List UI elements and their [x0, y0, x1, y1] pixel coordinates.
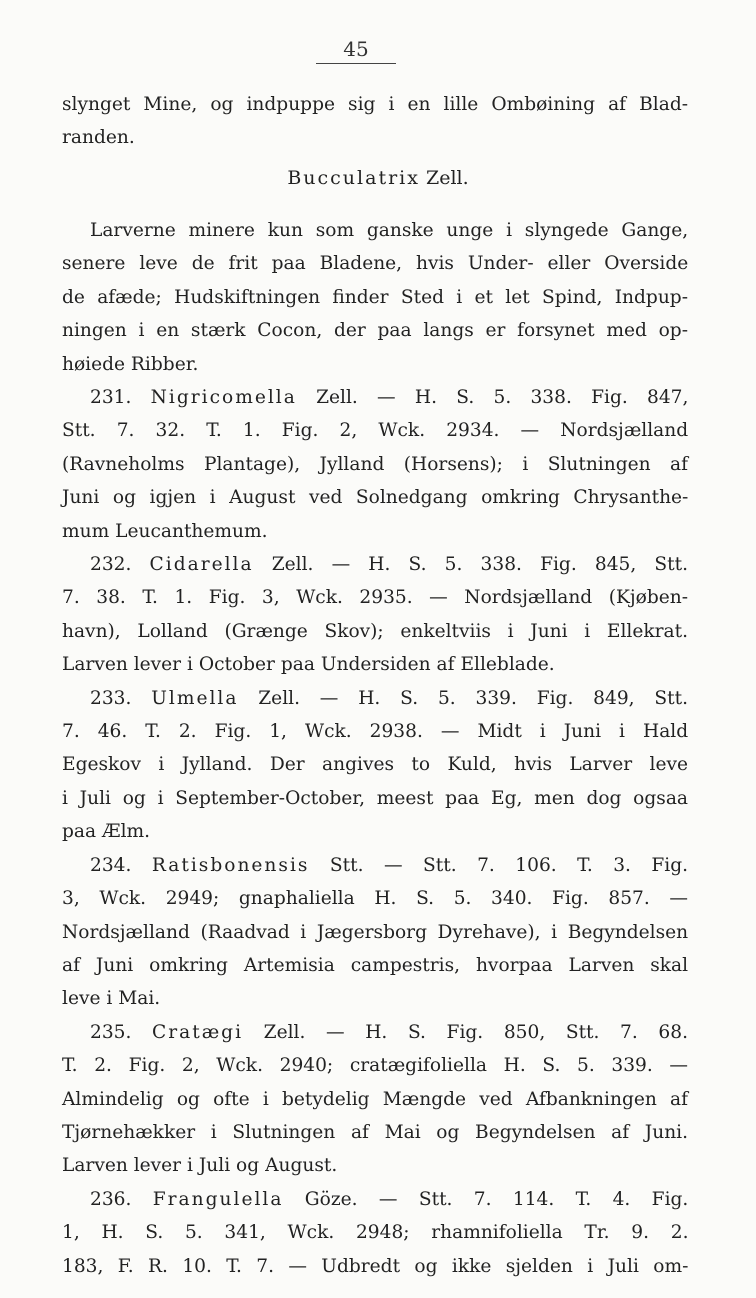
text-line: Stt. 7. 32. T. 1. Fig. 2, Wck. 2934. — Nordsjælland	[62, 420, 689, 442]
entry-text: Zell. — H. S. 5. 338. Fig. 845, Stt.	[253, 554, 688, 576]
entry-text: Göze. — Stt. 7. 114. T. 4. Fig.	[283, 1188, 689, 1210]
text-line: leve i Mai.	[62, 988, 161, 1010]
entry-number: 233.	[90, 687, 132, 709]
text-line: Larven lever i Juli og August.	[62, 1155, 338, 1177]
text-line: paa Ælm.	[62, 821, 151, 843]
entry-text: Stt. — Stt. 7. 106. T. 3. Fig.	[309, 854, 689, 876]
species-entry-232	[62, 548, 688, 682]
text-line: Larverne minere kun som ganske unge i slyngede Gange,	[90, 220, 689, 241]
entry-text: Zell. — H. S. 5. 338. Fig. 847,	[296, 387, 689, 408]
entry-number: 232.	[90, 554, 132, 576]
species-entry-236	[62, 1183, 688, 1283]
page-number: 45	[316, 37, 396, 64]
text-line: 3, Wck. 2949; gnaphaliella H. S. 5. 340. Fig. 857. —	[62, 888, 688, 910]
text-line: havn), Lolland (Grænge Skov); enkeltviis i Juni i Ellekrat.	[62, 620, 688, 642]
entry-number: 231.	[90, 387, 132, 408]
entry-first-line	[62, 548, 688, 581]
intro-paragraph	[62, 88, 688, 155]
entry-first-line	[62, 1016, 688, 1049]
text-line: høiede Ribber.	[62, 353, 199, 375]
entry-first-line	[62, 682, 688, 715]
species-name: Frangulella	[152, 1188, 284, 1210]
text-line: Almindelig og ofte i betydelig Mængde ved Afbankningen af	[62, 1088, 688, 1110]
entry-first-line	[62, 381, 688, 414]
text-line: Juni og igjen i August ved Solnedgang omkring Chrysanthe-	[62, 487, 689, 509]
text-line: T. 2. Fig. 2, Wck. 2940; cratægifoliella H. S. 5. 339. —	[62, 1055, 689, 1077]
species-entry-235	[62, 1016, 688, 1183]
text-line: i Juli og i September-October, meest paa Eg, men dog ogsaa	[62, 787, 688, 809]
species-name: Nigricomella	[150, 387, 297, 408]
entry-first-line	[62, 849, 688, 882]
text-line: de afæde; Hudskiftningen finder Sted i et let Spind, Indpup-	[62, 286, 688, 308]
genus-author: Zell.	[426, 167, 469, 189]
species-name: Cidarella	[149, 554, 254, 576]
text-line: senere leve de frit paa Bladene, hvis Under- eller Overside	[62, 253, 689, 275]
text-line: Tjørnehækker i Slutningen af Mai og Begyndelsen af Juni.	[62, 1121, 689, 1143]
text-line: af Juni omkring Artemisia campestris, hvorpaa Larven skal	[62, 954, 689, 976]
genus-description	[62, 214, 688, 381]
species-name: Ratisbonensis	[151, 854, 310, 876]
species-name: Cratægi	[152, 1021, 244, 1043]
entry-text: Zell. — H. S. Fig. 850, Stt. 7. 68.	[243, 1021, 688, 1043]
text-line: Larven lever i October paa Undersiden af Elleblade.	[62, 654, 555, 676]
text-line: 7. 46. T. 2. Fig. 1, Wck. 2938. — Midt i Juni i Hald	[62, 721, 689, 743]
genus-heading	[0, 167, 756, 189]
species-entry-234	[62, 849, 688, 1016]
entry-number: 235.	[90, 1021, 132, 1043]
text-line: Egeskov i Jylland. Der angives to Kuld, hvis Larver leve	[62, 754, 688, 776]
text-line: ningen i en stærk Cocon, der paa langs er forsynet med op-	[62, 320, 688, 342]
species-entry-231	[62, 381, 688, 548]
text-line: slynget Mine, og indpuppe sig i en lille Ombøining af Blad-	[62, 94, 688, 115]
text-line: 1, H. S. 5. 341, Wck. 2948; rhamnifoliella Tr. 9. 2.	[62, 1222, 689, 1244]
text-line: randen.	[62, 127, 135, 149]
text-line: mum Leucanthemum.	[62, 520, 268, 542]
entry-number: 234.	[90, 854, 132, 876]
text-line: 7. 38. T. 1. Fig. 3, Wck. 2935. — Nordsjælland (Kjøben-	[62, 587, 688, 609]
entry-first-line	[62, 1183, 688, 1216]
text-line: Nordsjælland (Raadvad i Jægersborg Dyrehave), i Begyndelsen	[62, 921, 689, 943]
species-entry-233	[62, 682, 688, 849]
species-name: Ulmella	[151, 687, 239, 709]
entry-text: Zell. — H. S. 5. 339. Fig. 849, Stt.	[238, 687, 688, 709]
species-entries	[62, 381, 688, 1283]
text-line: 183, F. R. 10. T. 7. — Udbredt og ikke sjelden i Juli om-	[62, 1255, 689, 1277]
genus-name: Bucculatrix	[287, 167, 420, 189]
text-line: (Ravneholms Plantage), Jylland (Horsens); i Slutningen af	[62, 453, 688, 475]
entry-number: 236.	[90, 1188, 132, 1210]
